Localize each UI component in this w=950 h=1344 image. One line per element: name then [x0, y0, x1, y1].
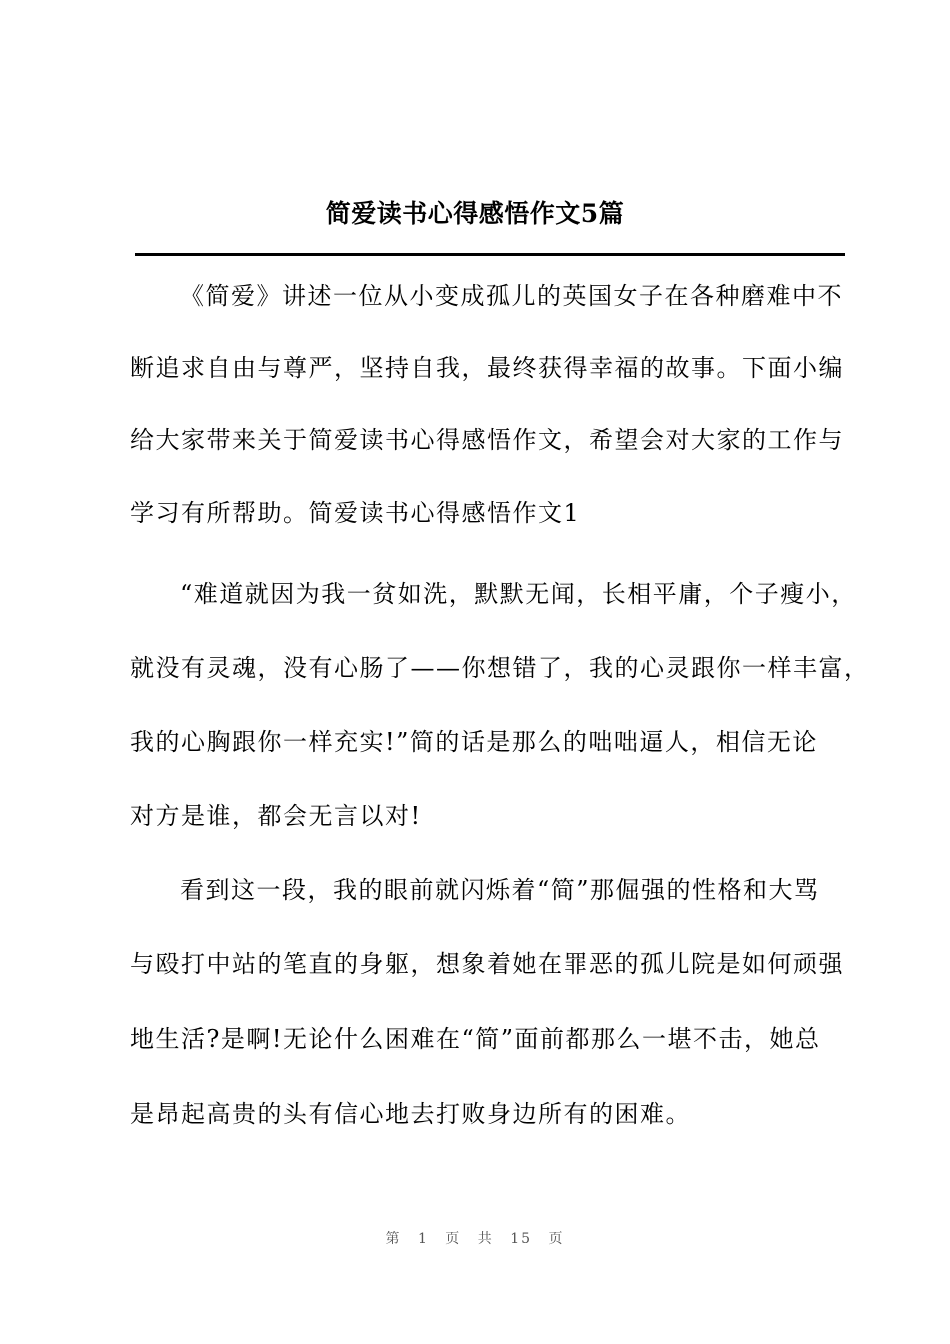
body-line: 《简爱》讲述一位从小变成孤儿的英国女子在各种磨难中不 — [180, 282, 843, 310]
page-title: 简爱读书心得感悟作文5篇 — [325, 199, 625, 228]
body-line: 给大家带来关于简爱读书心得感悟作文，希望会对大家的工作与 — [130, 426, 844, 454]
body-line: 就没有灵魂，没有心肠了——你想错了，我的心灵跟你一样丰富， — [130, 654, 870, 682]
body-line: 是昂起高贵的头有信心地去打败身边所有的困难。 — [130, 1100, 691, 1128]
body-line: 我的心胸跟你一样充实!”简的话是那么的咄咄逼人，相信无论 — [130, 728, 818, 756]
body-line: “难道就因为我一贫如洗，默默无闻，长相平庸，个子瘦小， — [180, 580, 857, 608]
body-line: 学习有所帮助。简爱读书心得感悟作文1 — [130, 499, 581, 527]
body-line: 对方是谁，都会无言以对! — [130, 802, 422, 830]
body-line: 与殴打中站的笔直的身躯，想象着她在罪恶的孤儿院是如何顽强 — [130, 950, 844, 978]
body-line: 看到这一段，我的眼前就闪烁着“简”那倔强的性格和大骂 — [180, 876, 820, 904]
body-line: 断追求自由与尊严，坚持自我，最终获得幸福的故事。下面小编 — [130, 354, 844, 382]
body-line: 地生活?是啊!无论什么困难在“简”面前都那么一堪不击，她总 — [130, 1025, 821, 1053]
page-number-footer: 第 1 页 共 15 页 — [385, 1231, 565, 1247]
title-divider — [135, 253, 845, 256]
